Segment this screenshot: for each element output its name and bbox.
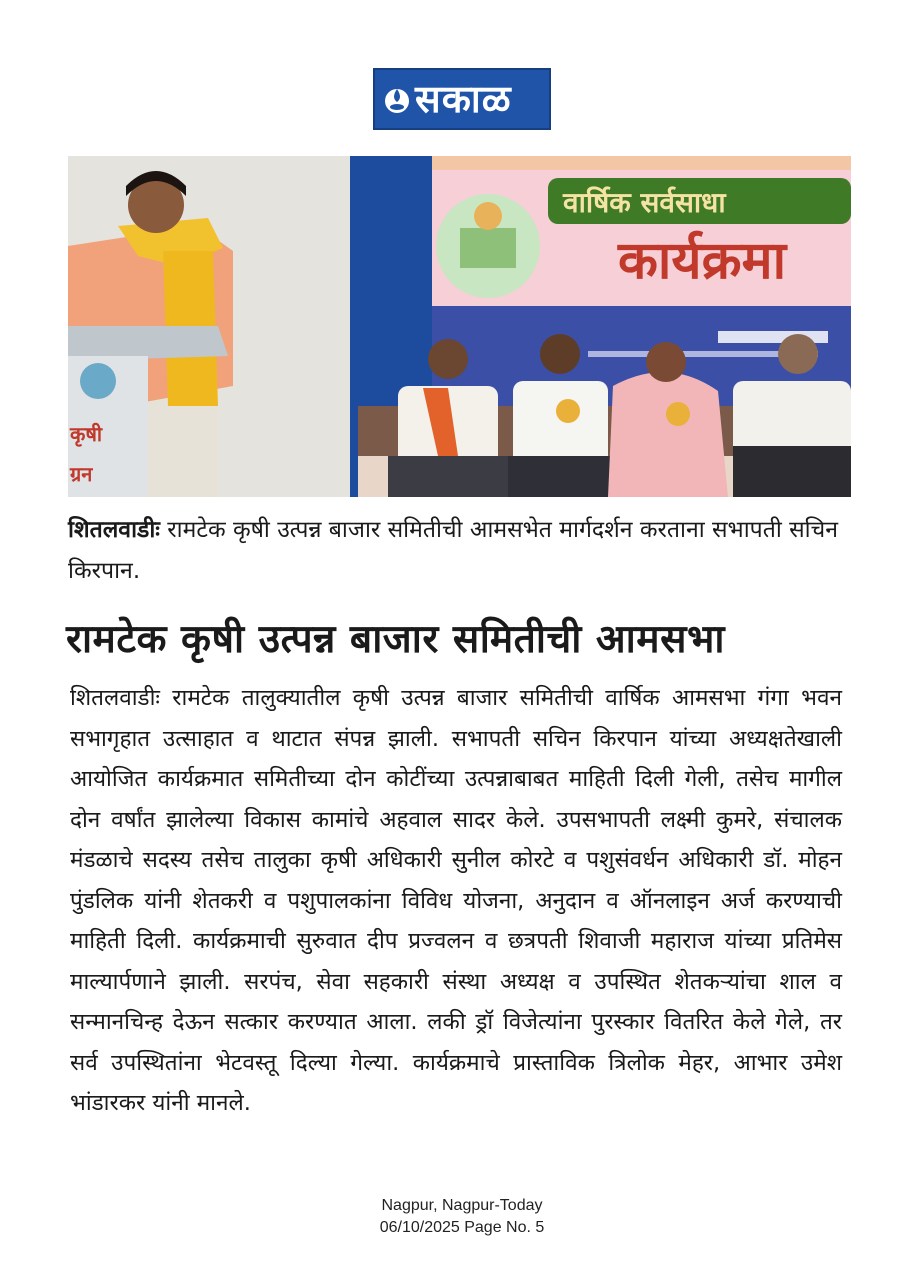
masthead-logo bbox=[373, 68, 551, 130]
photo-caption bbox=[68, 510, 858, 592]
footer-location: Nagpur, Nagpur-Today bbox=[381, 1197, 543, 1214]
lamp-emblem-icon bbox=[383, 83, 411, 115]
banner-line2: कार्यक्रमा bbox=[618, 231, 787, 291]
news-photo bbox=[68, 156, 851, 497]
article-headline: रामटेक कृषी उत्पन्न बाजार समितीची आमसभा bbox=[66, 617, 725, 662]
caption-place: शितलवाडीः bbox=[68, 517, 160, 543]
publication-footer bbox=[300, 1195, 624, 1239]
article-body: शितलवाडीः रामटेक तालुक्यातील कृषी उत्पन्न बाजार समितीची वार्षिक आमसभा गंगा भवन सभागृहात उत्साहात व थाटात संपन्न झाली. सभापती सचिन किरपान यांच्या अध्यक्षतेखाली आयोजित कार्यक्रमात समितीच्या दोन कोटींच्या उत्पन्नाबाबत माहिती दिली गेली, तसेच मागील दोन वर्षांत झालेल्या विकास कामांचे अहवाल सादर केले. उपसभापती लक्ष्मी कुमरे, संचालक मंडळाचे सदस्य तसेच तालुका कृषी अधिकारी सुनील कोरटे व पशुसंवर्धन अधिकारी डॉ. मोहन पुंडलिक यांनी शेतकरी व पशुपालकांना विविध योजना, अनुदान व ऑनलाइन अर्ज करण्याची माहिती दिली. कार्यक्रमाची सुरुवात दीप प्रज्वलन व छत्रपती शिवाजी महाराज यांच्या प्रतिमेस माल्यार्पणाने झाली. सरपंच, सेवा सहकारी संस्था अध्यक्ष व उपस्थित शेतकऱ्यांचा शाल व सन्मानचिन्ह देऊन सत्कार करण्यात आला. लकी ड्रॉ विजेत्यांना पुरस्कार वितरित केले गेले, तर सर्व उपस्थितांना भेटवस्तू दिल्या गेल्या. कार्यक्रमाचे प्रास्ताविक त्रिलोक मेहर, आभार उमेश भांडारकर यांनी मानले. bbox=[70, 685, 842, 1116]
podium-text-1: कृषी bbox=[70, 422, 103, 446]
footer-date-page: 06/10/2025 Page No. 5 bbox=[379, 1219, 545, 1236]
masthead-title: सकाळ bbox=[415, 77, 512, 121]
podium-text-2: ग्रन bbox=[70, 462, 93, 486]
caption-text: रामटेक कृषी उत्पन्न बाजार समितीची आमसभेत मार्गदर्शन करताना सभापती सचिन किरपान. bbox=[68, 517, 838, 584]
banner-line1: वार्षिक सर्वसाधा bbox=[563, 186, 726, 219]
